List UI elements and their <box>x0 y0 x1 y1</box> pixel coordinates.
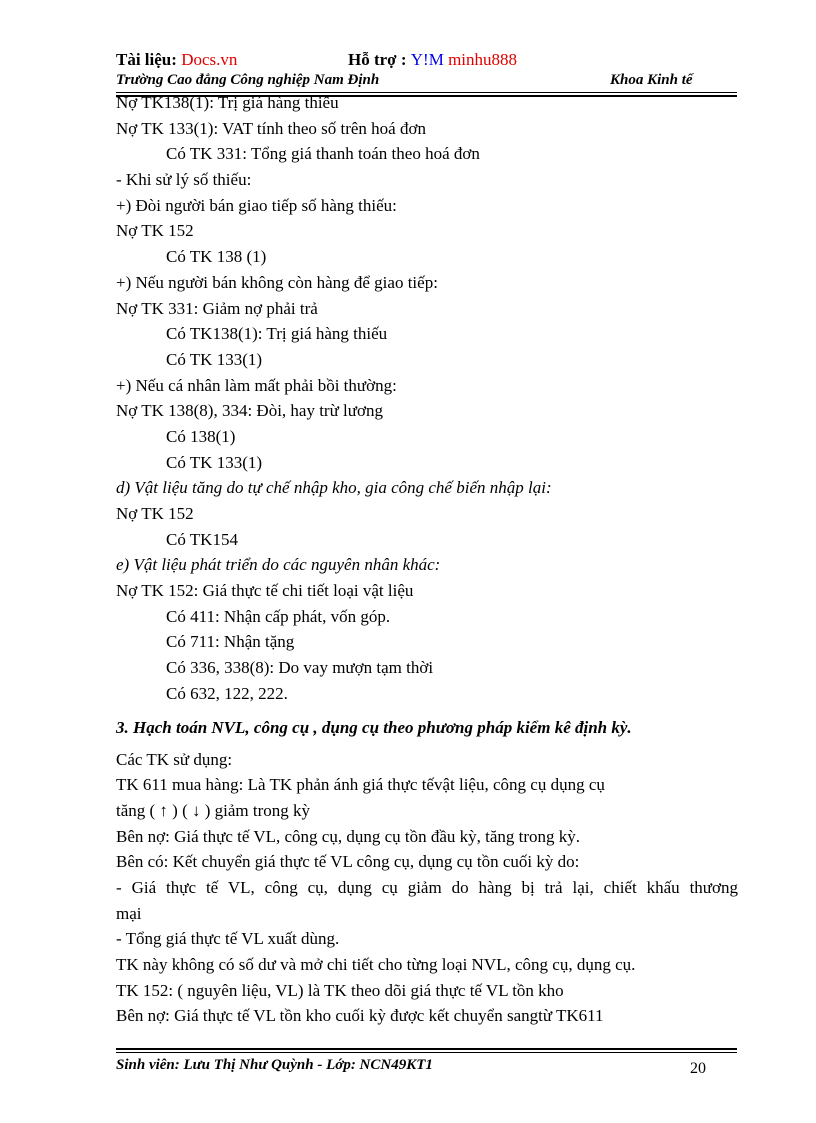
footer-divider-thick <box>116 1048 737 1050</box>
text-line: Có 411: Nhận cấp phát, vốn góp. <box>166 606 391 626</box>
text-line: Nợ TK 152: Giá thực tế chi tiết loại vật liệu <box>116 581 414 601</box>
header-school-line <box>116 72 736 92</box>
text-line: +) Đòi người bán giao tiếp số hàng thiếu: <box>116 195 397 215</box>
text-line: Có TK154 <box>166 529 238 549</box>
text-line: Bên nợ: Giá thực tế VL tồn kho cuối kỳ được kết chuyển sangtừ TK611 <box>116 1006 604 1026</box>
subheading-e: e) Vật liệu phát triển do các nguyên nhân khác: <box>116 555 441 575</box>
text-line: TK này không có số dư và mở chi tiết cho từng loại NVL, công cụ, dụng cụ. <box>116 955 636 974</box>
text-line: Có 711: Nhận tặng <box>166 632 295 652</box>
text-line: tăng ( ↑ ) ( ↓ ) giảm trong kỳ <box>116 800 311 820</box>
page-number: 20 <box>690 1060 706 1077</box>
doc-site-link[interactable]: Docs.vn <box>181 50 238 69</box>
text-line: Nợ TK 133(1): VAT tính theo số trên hoá đơn <box>116 118 426 138</box>
text-line: Nợ TK 138(8), 334: Đòi, hay trừ lương <box>116 401 383 421</box>
text-line: - Khi sử lý số thiếu: <box>116 170 252 190</box>
text-line: - Giá thực tế VL, công cụ, dụng cụ giảm do hàng bị trả lại, chiết khấu thương <box>116 877 738 897</box>
text-line: Nợ TK 152 <box>116 221 194 241</box>
text-line: Nợ TK 331: Giảm nợ phải trả <box>116 298 318 318</box>
text-line: Có 632, 122, 222. <box>166 683 288 703</box>
text-line: Bên có: Kết chuyển giá thực tế VL công cụ, dụng cụ tồn cuối kỳ do: <box>116 852 580 872</box>
footer-divider <box>116 1052 737 1053</box>
text-line: Có TK 133(1) <box>166 349 263 369</box>
text-line: Nợ TK138(1): Trị giá hàng thiếu <box>116 93 339 112</box>
footer-student: Sinh viên: Lưu Thị Như Quỳnh - Lớp: NCN49KT1 <box>116 1057 433 1073</box>
text-line: Có TK138(1): Trị giá hàng thiếu <box>166 324 388 344</box>
text-line: TK 611 mua hàng: Là TK phản ánh giá thực tếvật liệu, công cụ dụng cụ <box>116 775 605 795</box>
school-name: Trường Cao đẳng Công nghiệp Nam Định <box>116 72 380 88</box>
doc-source: Tài liệu: Docs.vn <box>116 50 238 69</box>
text-line: mại <box>116 903 142 923</box>
text-line: TK 152: ( nguyên liệu, VL) là TK theo dõi giá thực tế VL tồn kho <box>116 980 564 1000</box>
text-line: Có 336, 338(8): Do vay mượn tạm thời <box>166 658 434 678</box>
text-line: Có 138(1) <box>166 426 236 446</box>
subheading-d: d) Vật liệu tăng do tự chế nhập kho, gia công chế biến nhập lại: <box>116 478 552 498</box>
header-top-line <box>116 50 716 72</box>
text-line: Có TK 331: Tổng giá thanh toán theo hoá đơn <box>166 144 480 164</box>
text-line: Có TK 133(1) <box>166 452 263 472</box>
support-ym: Y!M <box>410 50 444 69</box>
document-body <box>116 90 738 1029</box>
text-line: Các TK sử dụng: <box>116 749 233 769</box>
support-info: Hỗ trợ : Y!M minhu888 <box>348 50 518 69</box>
text-line: Có TK 138 (1) <box>166 247 267 267</box>
text-line: Bên nợ: Giá thực tế VL, công cụ, dụng cụ tồn đầu kỳ, tăng trong kỳ. <box>116 826 581 846</box>
text-line: - Tổng giá thực tế VL xuất dùng. <box>116 929 340 949</box>
faculty-name: Khoa Kinh tế <box>610 72 693 88</box>
text-line: +) Nếu cá nhân làm mất phải bồi thường: <box>116 375 397 395</box>
support-user: minhu888 <box>448 50 518 69</box>
text-line: Nợ TK 152 <box>116 504 194 523</box>
section-heading-3: 3. Hạch toán NVL, công cụ , dụng cụ theo phương pháp kiểm kê định kỳ. <box>116 717 632 737</box>
text-line: +) Nếu người bán không còn hàng để giao tiếp: <box>116 272 438 292</box>
